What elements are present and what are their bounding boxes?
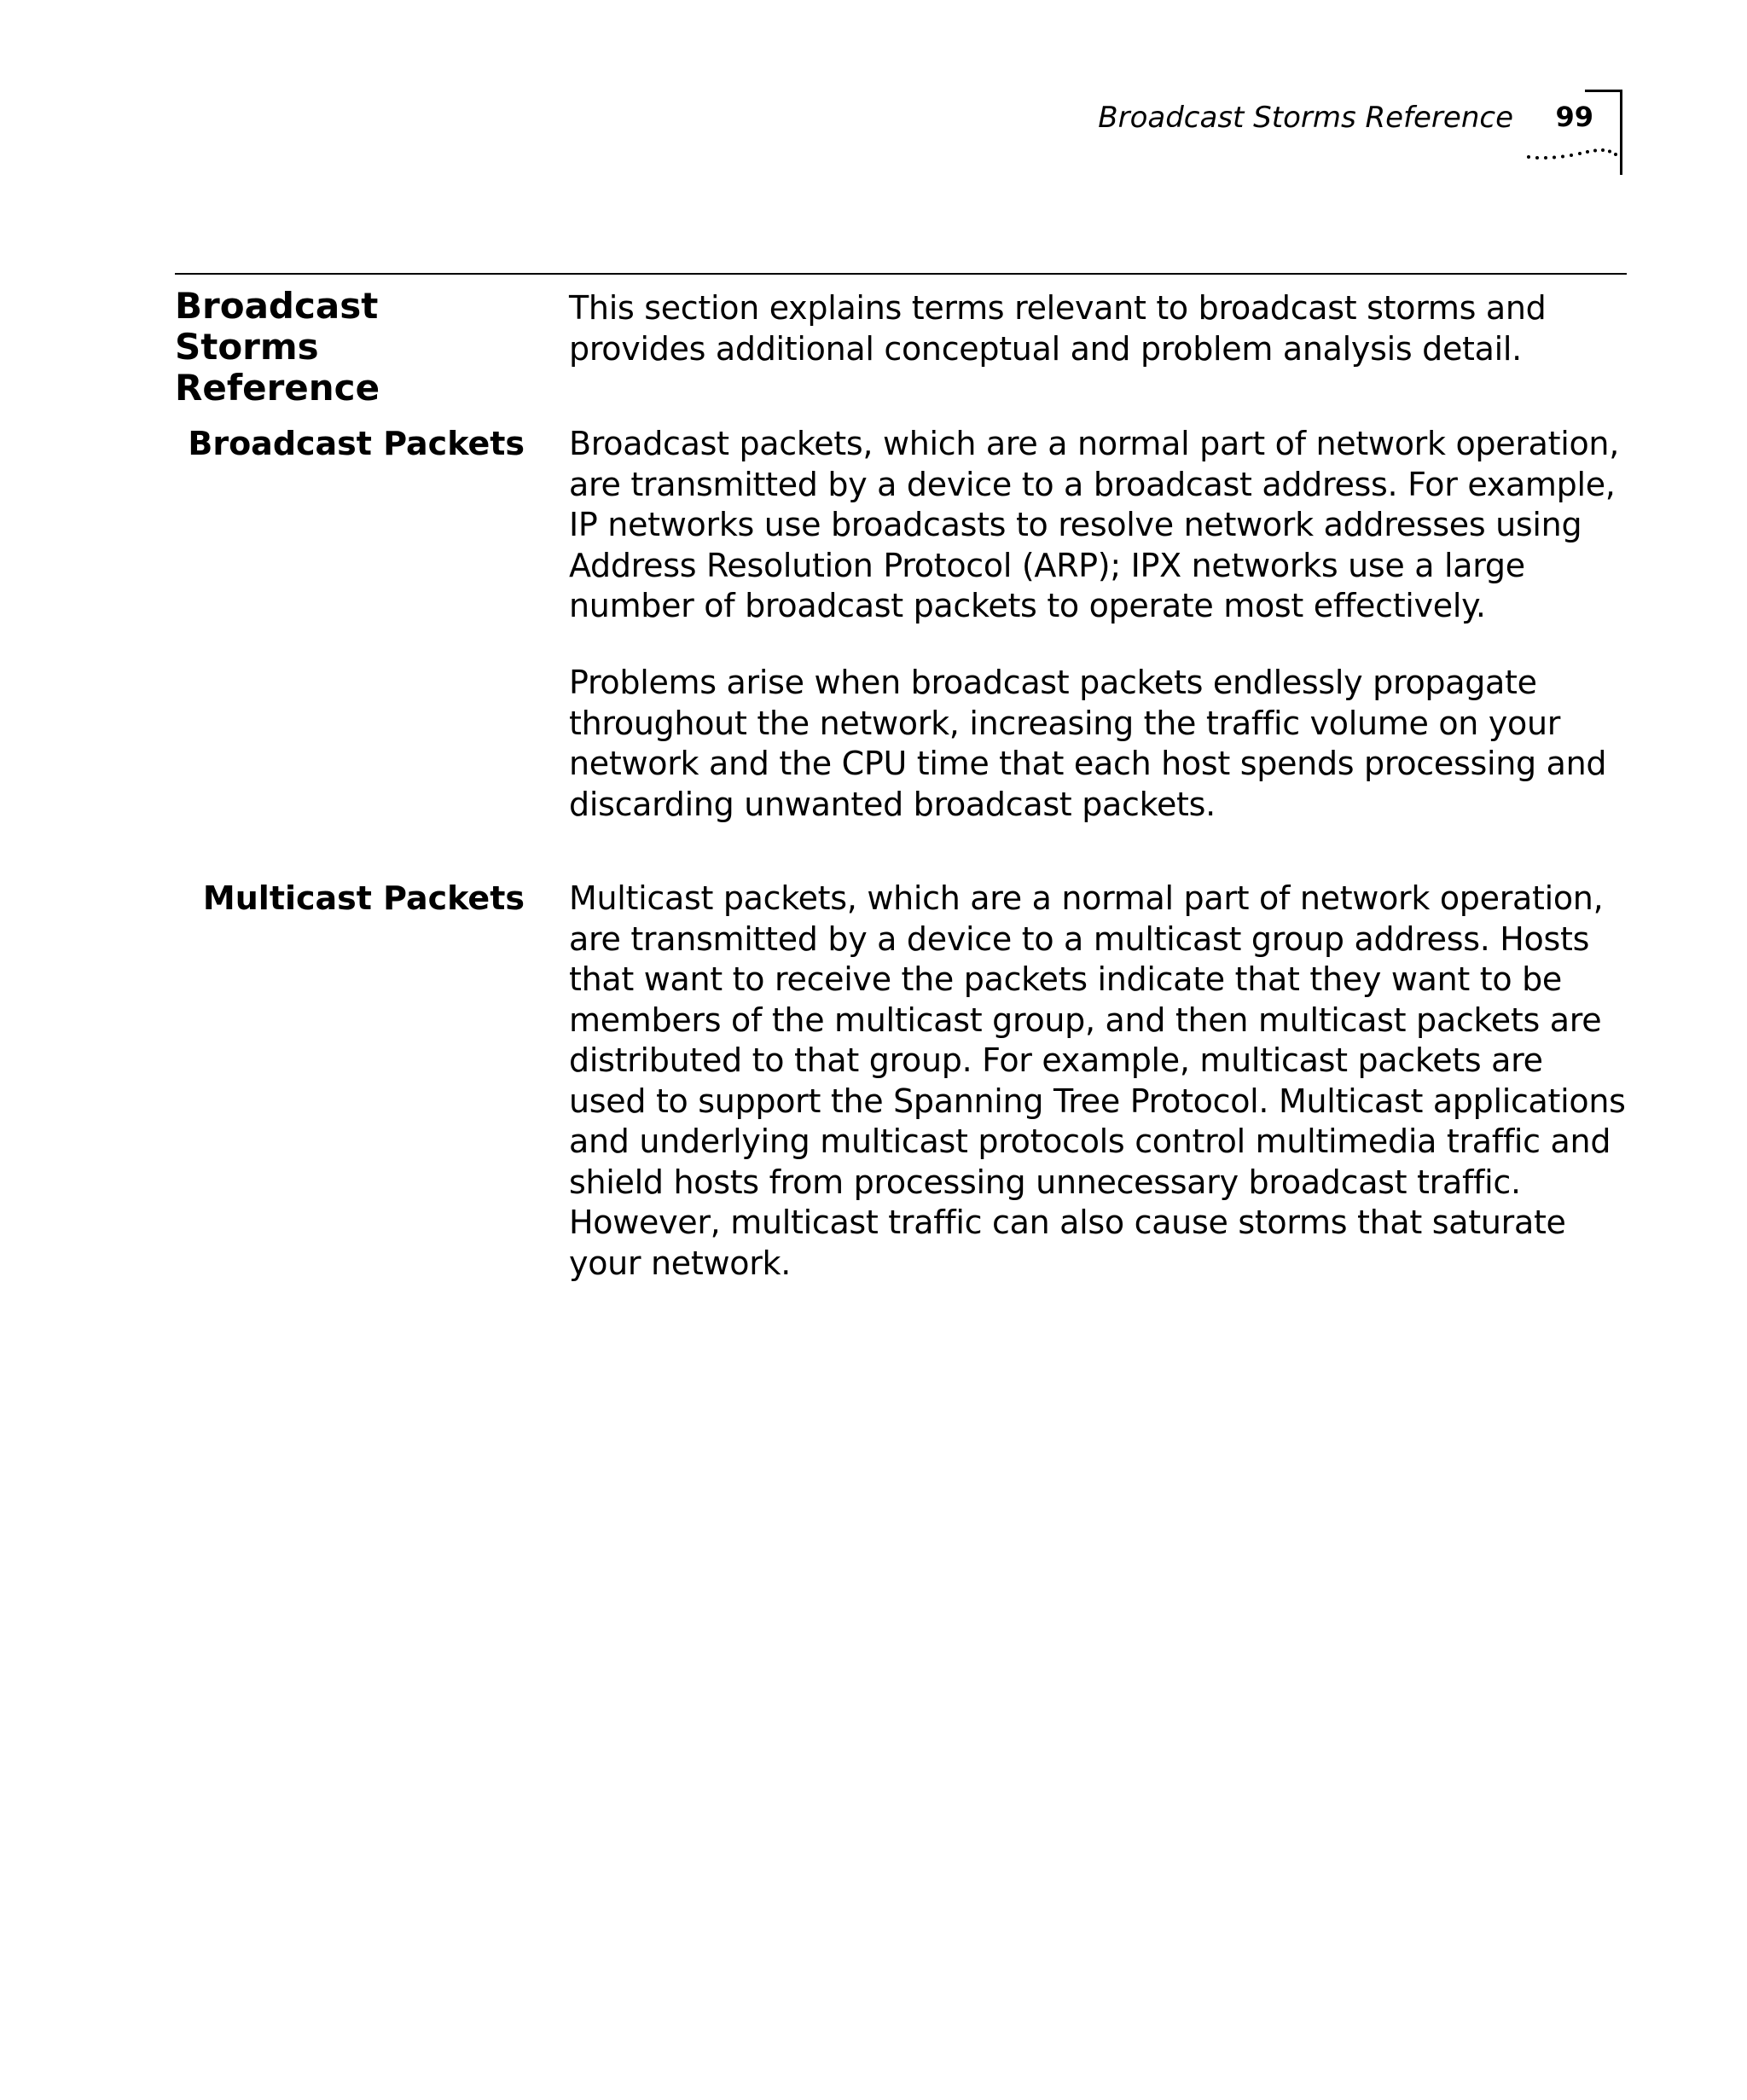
page-number: 99 xyxy=(1555,101,1593,133)
dotted-swoosh-icon xyxy=(1527,143,1621,164)
running-header xyxy=(1025,101,1622,177)
subsection-heading-broadcast-packets: Broadcast Packets xyxy=(188,425,525,462)
section-title: Broadcast Storms Reference xyxy=(175,285,380,409)
broadcast-packets-paragraph-1: Broadcast packets, which are a normal part of network operation, are transmitted by a device to a broadcast address. For example, IP networks use broadcasts to resolve network addresses using Address Resolution Protocol (ARP); IPX networks use a large number of broadcast packets to operate most effectively. xyxy=(569,425,1619,624)
section-intro: This section explains terms relevant to broadcast storms and provides additional conceptual and problem analysis detail. xyxy=(569,289,1547,368)
running-header-title: Broadcast Storms Reference xyxy=(1098,101,1513,135)
multicast-packets-paragraph-1: Multicast packets, which are a normal part of network operation, are transmitted by a device to a multicast group address. Hosts that want to receive the packets indicate that they want to be members of the multicast group, and then multicast packets are distributed to that group. For example, multicast packets are used to support the Spanning Tree Protocol. Multicast applications and underlying multicast protocols control multimedia traffic and shield hosts from processing unnecessary broadcast traffic. However, multicast traffic can also cause storms that saturate your network. xyxy=(569,879,1626,1282)
section-divider xyxy=(175,273,1627,275)
subsection-heading-multicast-packets: Multicast Packets xyxy=(202,879,525,917)
broadcast-packets-paragraph-2: Problems arise when broadcast packets endlessly propagate throughout the network, increasing the traffic volume on your network and the CPU time that each host spends processing and discarding unwanted broadcast packets. xyxy=(569,664,1607,823)
